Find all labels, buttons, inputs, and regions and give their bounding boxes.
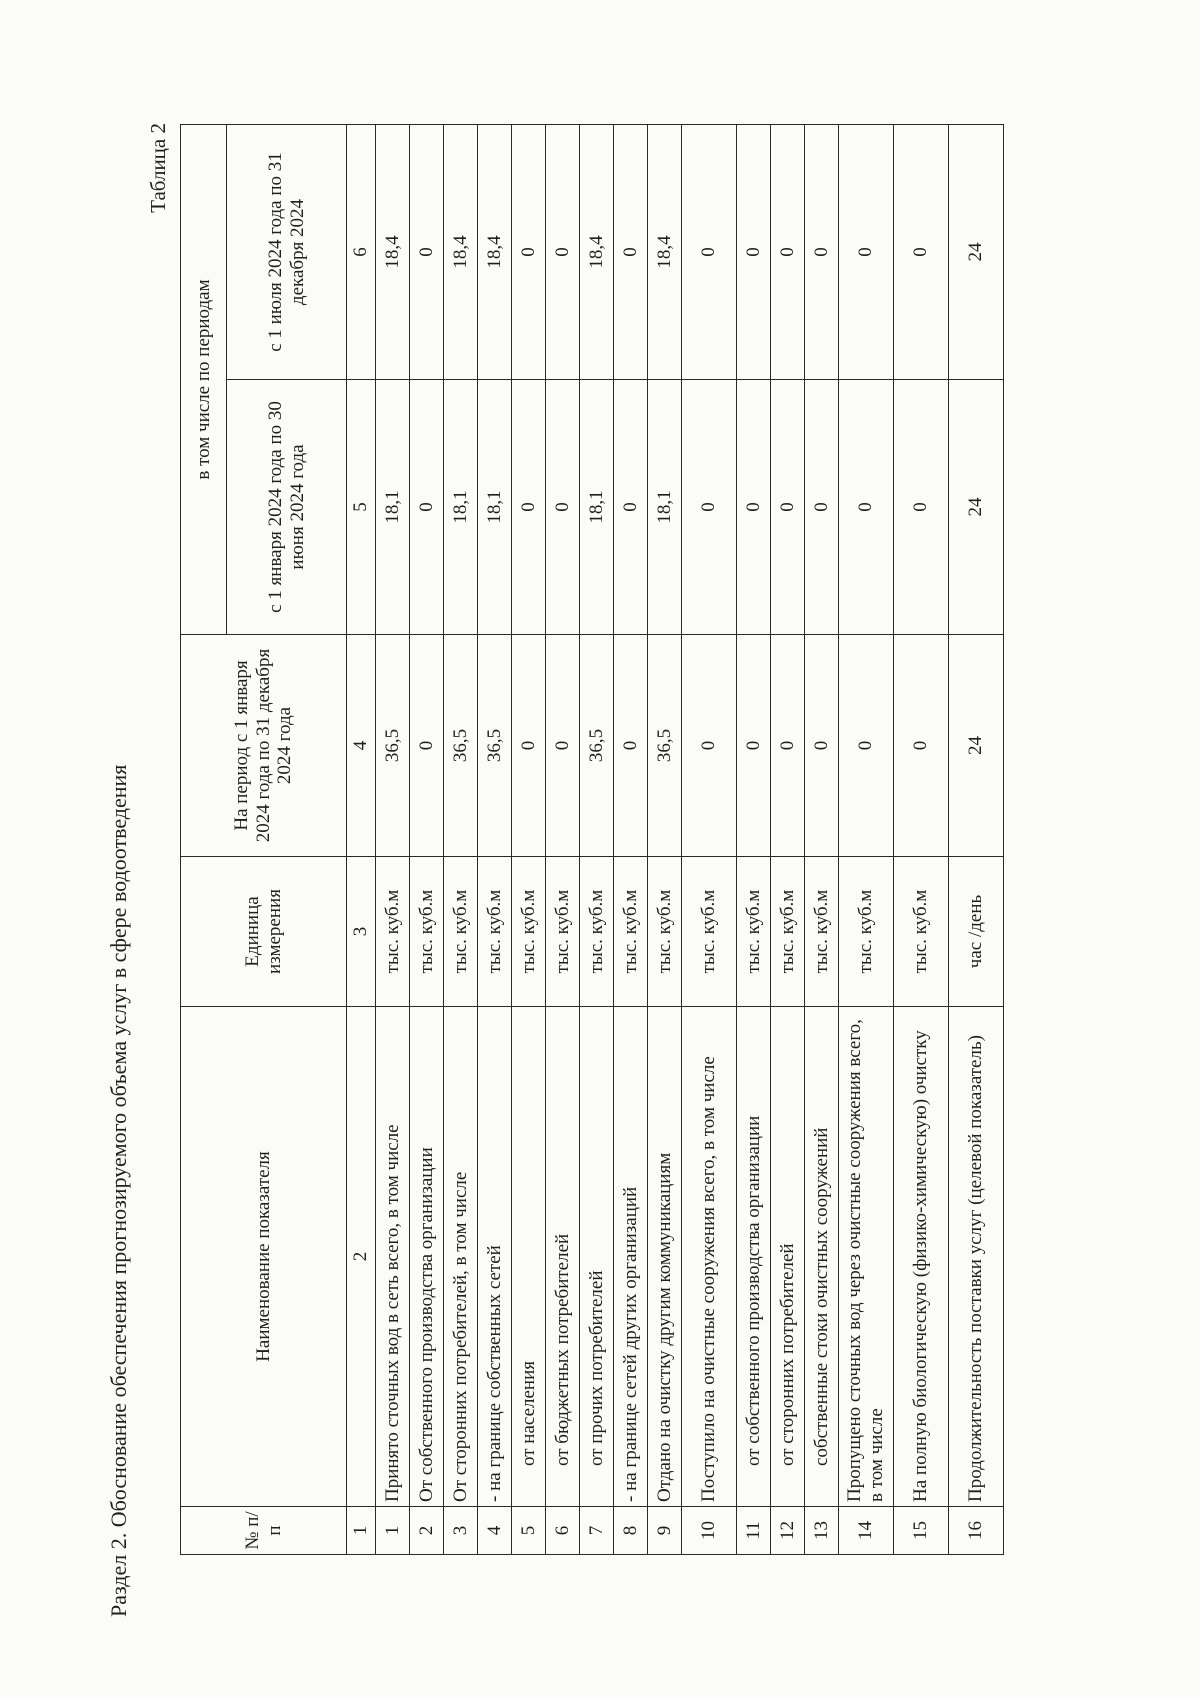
row-period-1: 18,1: [444, 380, 478, 635]
row-period-1: 24: [949, 380, 1004, 635]
row-num: 5: [512, 1507, 546, 1555]
table-row: [949, 125, 1004, 1555]
table-row: [410, 125, 444, 1555]
table-row: [614, 125, 648, 1555]
header-unit: Единица измерения: [181, 857, 347, 1007]
row-period-1: 18,1: [648, 380, 682, 635]
table-row: [444, 125, 478, 1555]
table-row: [580, 125, 614, 1555]
row-name: От сторонних потребителей, в том числе: [444, 1007, 478, 1507]
column-number: 5: [347, 380, 376, 635]
table-row: [805, 125, 839, 1555]
row-period-2: 18,4: [376, 125, 410, 380]
row-total: 24: [949, 635, 1004, 857]
row-num: 4: [478, 1507, 512, 1555]
row-period-2: 0: [512, 125, 546, 380]
row-num: 2: [410, 1507, 444, 1555]
row-unit: тыс. куб.м: [839, 857, 894, 1007]
row-period-1: 0: [682, 380, 737, 635]
row-unit: тыс. куб.м: [648, 857, 682, 1007]
row-period-1: 0: [546, 380, 580, 635]
table-row: [478, 125, 512, 1555]
row-period-1: 0: [512, 380, 546, 635]
row-name: от населения: [512, 1007, 546, 1507]
row-unit: тыс. куб.м: [894, 857, 949, 1007]
row-total: 0: [771, 635, 805, 857]
row-total: 36,5: [444, 635, 478, 857]
row-num: 3: [444, 1507, 478, 1555]
row-num: 7: [580, 1507, 614, 1555]
row-total: 36,5: [478, 635, 512, 857]
row-total: 0: [894, 635, 949, 857]
table-row: [648, 125, 682, 1555]
row-unit: тыс. куб.м: [580, 857, 614, 1007]
row-unit: час /день: [949, 857, 1004, 1007]
table-row: [839, 125, 894, 1555]
row-period-2: 18,4: [580, 125, 614, 380]
header-num: № п/п: [181, 1507, 347, 1555]
row-unit: тыс. куб.м: [737, 857, 771, 1007]
row-period-2: 18,4: [648, 125, 682, 380]
row-period-2: 0: [614, 125, 648, 380]
row-period-1: 0: [771, 380, 805, 635]
header-periods: в том числе по периодам: [181, 125, 227, 635]
table-row: [771, 125, 805, 1555]
row-period-1: 0: [839, 380, 894, 635]
row-total: 36,5: [580, 635, 614, 857]
row-unit: тыс. куб.м: [478, 857, 512, 1007]
row-period-1: 0: [805, 380, 839, 635]
row-name: От собственного производства организации: [410, 1007, 444, 1507]
row-name: Пропущено сточных вод через очистные сооружения всего, в том числе: [839, 1007, 894, 1507]
table-row: [682, 125, 737, 1555]
table-row: [512, 125, 546, 1555]
row-period-1: 0: [894, 380, 949, 635]
row-period-1: 18,1: [580, 380, 614, 635]
header-name: Наименование показателя: [181, 1007, 347, 1507]
row-unit: тыс. куб.м: [410, 857, 444, 1007]
row-unit: тыс. куб.м: [805, 857, 839, 1007]
row-num: 11: [737, 1507, 771, 1555]
column-number: 6: [347, 125, 376, 380]
row-total: 0: [682, 635, 737, 857]
row-total: 0: [839, 635, 894, 857]
row-name: - на границе сетей других организаций: [614, 1007, 648, 1507]
row-name: Принято сточных вод в сеть всего, в том числе: [376, 1007, 410, 1507]
row-name: Отдано на очистку другим коммуникациям: [648, 1007, 682, 1507]
column-number: 1: [347, 1507, 376, 1555]
row-period-2: 0: [737, 125, 771, 380]
section-title: Раздел 2. Обоснование обеспечения прогнозируемого объема услуг в сфере водоотведения: [106, 764, 131, 1617]
header-period-1: с 1 января 2024 года по 30 июня 2024 года: [227, 380, 347, 635]
row-period-2: 0: [410, 125, 444, 380]
row-num: 14: [839, 1507, 894, 1555]
row-period-1: 18,1: [478, 380, 512, 635]
header-total: На период с 1 января 2024 года по 31 декабря 2024 года: [181, 635, 347, 857]
row-num: 15: [894, 1507, 949, 1555]
row-total: 0: [410, 635, 444, 857]
column-number: 4: [347, 635, 376, 857]
column-number: 3: [347, 857, 376, 1007]
row-name: от прочих потребителей: [580, 1007, 614, 1507]
row-total: 0: [546, 635, 580, 857]
row-period-2: 0: [771, 125, 805, 380]
row-name: На полную биологическую (физико-химическую) очистку: [894, 1007, 949, 1507]
table-row: [376, 125, 410, 1555]
row-unit: тыс. куб.м: [512, 857, 546, 1007]
row-name: от сторонних потребителей: [771, 1007, 805, 1507]
row-num: 10: [682, 1507, 737, 1555]
row-total: 0: [512, 635, 546, 857]
row-period-2: 0: [682, 125, 737, 380]
row-period-2: 0: [546, 125, 580, 380]
row-name: Поступило на очистные сооружения всего, в том числе: [682, 1007, 737, 1507]
forecast-table: [180, 124, 1004, 1555]
table-row: [737, 125, 771, 1555]
row-period-1: 0: [737, 380, 771, 635]
row-period-2: 18,4: [478, 125, 512, 380]
row-unit: тыс. куб.м: [771, 857, 805, 1007]
header-period-2: с 1 июля 2024 года по 31 декабря 2024: [227, 125, 347, 380]
row-period-2: 24: [949, 125, 1004, 380]
table-label: Таблица 2: [146, 123, 170, 213]
row-num: 16: [949, 1507, 1004, 1555]
rotated-page: [100, 115, 1060, 1625]
row-num: 6: [546, 1507, 580, 1555]
row-unit: тыс. куб.м: [376, 857, 410, 1007]
row-num: 12: [771, 1507, 805, 1555]
row-num: 9: [648, 1507, 682, 1555]
row-unit: тыс. куб.м: [614, 857, 648, 1007]
row-name: от бюджетных потребителей: [546, 1007, 580, 1507]
row-num: 1: [376, 1507, 410, 1555]
row-unit: тыс. куб.м: [546, 857, 580, 1007]
column-number: 2: [347, 1007, 376, 1507]
row-period-2: 0: [894, 125, 949, 380]
row-name: от собственного производства организации: [737, 1007, 771, 1507]
row-total: 0: [805, 635, 839, 857]
row-period-1: 18,1: [376, 380, 410, 635]
row-name: - на границе собственных сетей: [478, 1007, 512, 1507]
row-total: 0: [737, 635, 771, 857]
table-row: [894, 125, 949, 1555]
row-unit: тыс. куб.м: [444, 857, 478, 1007]
row-total: 36,5: [376, 635, 410, 857]
row-total: 36,5: [648, 635, 682, 857]
row-num: 13: [805, 1507, 839, 1555]
row-unit: тыс. куб.м: [682, 857, 737, 1007]
row-total: 0: [614, 635, 648, 857]
row-num: 8: [614, 1507, 648, 1555]
row-period-2: 0: [805, 125, 839, 380]
row-name: Продолжительность поставки услуг (целевой показатель): [949, 1007, 1004, 1507]
row-name: собственные стоки очистных сооружений: [805, 1007, 839, 1507]
row-period-2: 18,4: [444, 125, 478, 380]
row-period-2: 0: [839, 125, 894, 380]
row-period-1: 0: [410, 380, 444, 635]
row-period-1: 0: [614, 380, 648, 635]
table-row: [546, 125, 580, 1555]
